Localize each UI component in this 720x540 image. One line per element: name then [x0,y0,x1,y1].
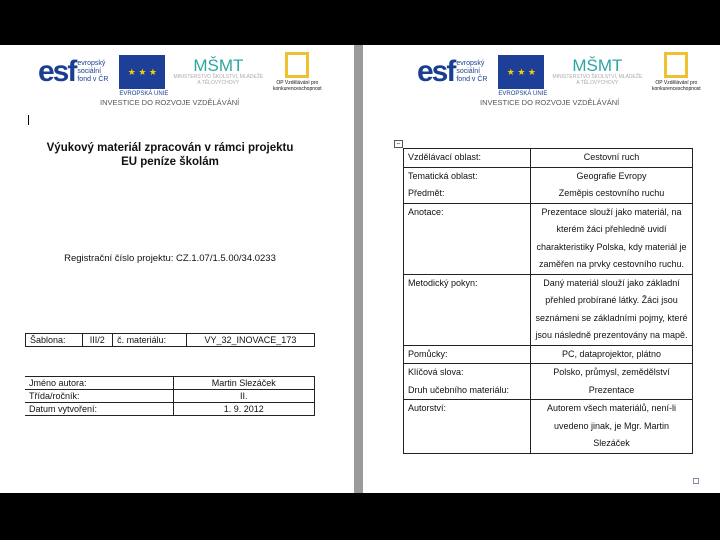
cell: Metodický pokyn: [404,274,531,345]
cell: Třída/ročník: [25,390,173,403]
page-divider [354,45,363,493]
left-page [0,45,354,493]
cell: Cestovní ruch [531,149,693,168]
cell: Prezentace slouží jako materiál, na kterém žáci přehledně uvidí charakteristiky Polska, kdy materiál je zaměřen na prvky cestovního ruchu. [531,203,693,274]
text-cursor [28,115,29,125]
cell: III/2 [82,334,113,347]
table-resize-handle[interactable] [693,478,699,484]
cell: Daný materiál slouží jako základní přehled probírané látky. Žáci jsou seznámeni se základními pojmy, které jsou následně prezentovány na mapě. [531,274,693,345]
cell: PC, dataprojektor, plátno [531,345,693,364]
info-table [403,148,693,454]
cell: II. [173,390,315,403]
cell: Prezentace [531,382,693,400]
esf-logo: esf evropský sociální fond v ČR [417,55,488,88]
op-logo: OP Vzdělávání pro konkurenceschopnost [271,52,323,92]
cell: VY_32_INOVACE_173 [186,334,314,347]
cell: Autorství: [404,400,531,454]
cell: Klíčová slova: [404,364,531,382]
table-row [404,345,693,364]
right-page [363,45,720,493]
template-table [25,333,315,347]
table-row [404,149,693,168]
table-row [404,400,693,454]
author-table [25,376,315,416]
table-move-handle-icon[interactable]: ⇔ [395,141,402,147]
cell: Polsko, průmysl, zemědělství [531,364,693,382]
cell: Autorem všech materiálů, není-li uvedeno jinak, je Mgr. Martin Slezáček [531,400,693,454]
cell: Šablona: [26,334,83,347]
op-logo: OP Vzdělávání pro konkurenceschopnost [650,52,702,92]
table-row [25,403,315,416]
cell: Anotace: [404,203,531,274]
cell: Tematická oblast: [404,167,531,185]
esf-logo: esf evropský sociální fond v ČR [38,55,109,88]
table-row [404,274,693,345]
cell: Pomůcky: [404,345,531,364]
table-row [404,382,693,400]
logo-bar [417,52,702,97]
cell: Zeměpis cestovního ruchu [531,185,693,203]
registration-number: Registrační číslo projektu: CZ.1.07/1.5.00/34.0233 [64,253,276,264]
msmt-logo: MŠMT MINISTERSTVO ŠKOLSTVÍ, MLÁDEŽE A TĚLOVÝCHOVY [173,56,264,86]
cell: Martin Slezáček [173,377,315,390]
table-row [25,390,315,403]
cell: Vzdělávací oblast: [404,149,531,168]
investice-slogan: INVESTICE DO ROZVOJE VZDĚLÁVÁNÍ [100,98,240,107]
investice-slogan: INVESTICE DO ROZVOJE VZDĚLÁVÁNÍ [480,98,620,107]
eu-flag-logo: ★ ★ ★ EVROPSKÁ UNIE [498,55,544,89]
cell: Druh učebního materiálu: [404,382,531,400]
eu-flag-logo: ★ ★ ★ EVROPSKÁ UNIE [119,55,165,89]
logo-bar [38,52,323,97]
cell: Datum vytvoření: [25,403,173,416]
cell: Geografie Evropy [531,167,693,185]
msmt-logo: MŠMT MINISTERSTVO ŠKOLSTVÍ, MLÁDEŽE A TĚLOVÝCHOVY [552,56,643,86]
table-row [404,185,693,203]
table-row [404,203,693,274]
cell: 1. 9. 2012 [173,403,315,416]
table-row [404,364,693,382]
table-row [25,377,315,390]
cell: č. materiálu: [113,334,187,347]
table-row [404,167,693,185]
document-title: Výukový materiál zpracován v rámci projektu EU peníze školám [46,142,294,168]
cell: Jméno autora: [25,377,173,390]
cell: Předmět: [404,185,531,203]
